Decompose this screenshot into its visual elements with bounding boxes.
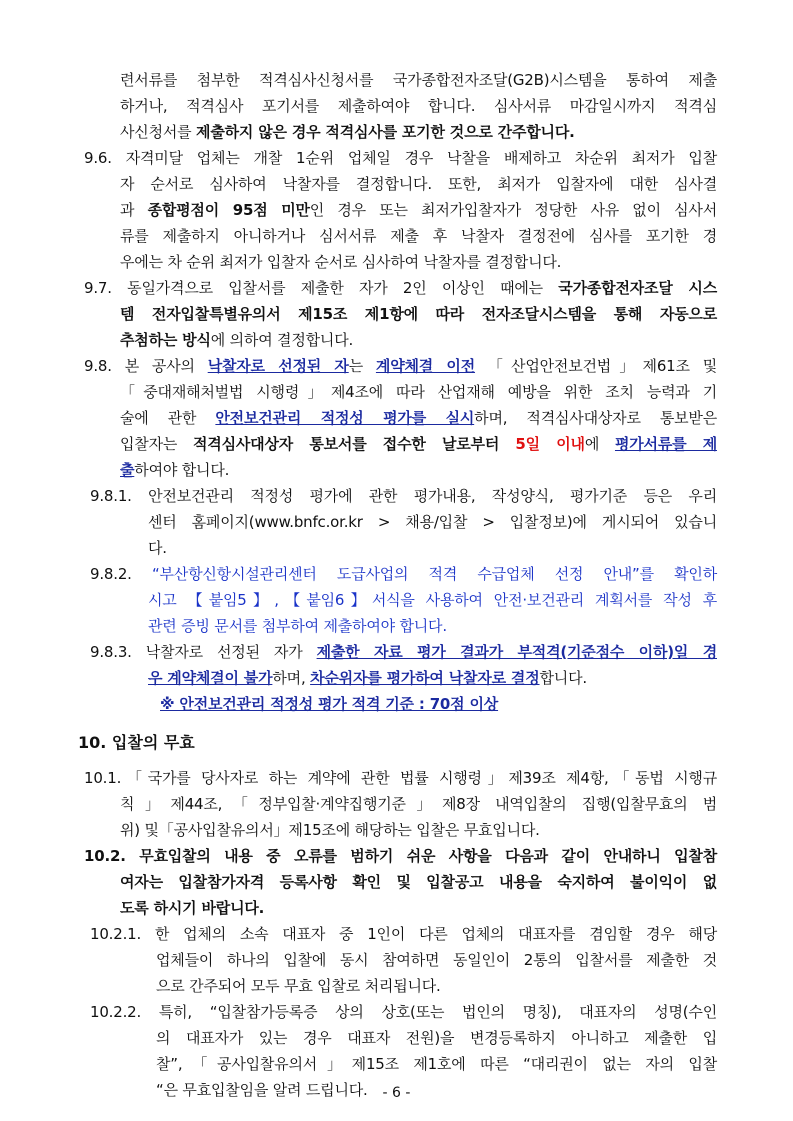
text-span: 합니다. — [539, 669, 587, 687]
text-line — [84, 356, 717, 376]
text-line — [120, 434, 717, 454]
text-line — [120, 70, 717, 90]
text-span: 자 순서로 심사하여 낙찰자를 결정합니다. 또한, 최저가 입찰자에 대한 심사결 — [120, 175, 717, 193]
text-line — [148, 668, 648, 688]
text-span: 에 — [584, 435, 615, 453]
text-line — [120, 226, 717, 246]
text-span: 종합평점이 95점 미만 — [147, 201, 310, 219]
text-span: 과 — [120, 201, 148, 219]
text-span: 10.2.2. 특히, “입찰참가등록증 상의 상호(또는 법인의 명칭), 대표자의 성명(수인 — [90, 1003, 717, 1021]
text-span: 의 대표자가 있는 경우 대표자 전원)을 변경등록하지 아니하고 제출한 입 — [156, 1029, 717, 1047]
text-span: 인 경우 또는 최저가입찰자가 정당한 사유 없이 심사서 — [309, 201, 718, 219]
text-line — [90, 924, 717, 944]
text-span: 9.6. 자격미달 업체는 개찰 1순위 업체일 경우 낙찰을 배제하고 차순위 최저가 입찰 — [84, 149, 717, 167]
text-span: 안전보건관리 적정성 평가를 실시 — [215, 409, 475, 427]
text-line — [156, 1028, 717, 1048]
text-span: 다. — [148, 539, 167, 557]
text-span: 류를 제출하지 아니하거나 심서서류 제출 후 낙찰자 결정전에 심사를 포기한 경 — [120, 227, 717, 245]
text-line — [90, 564, 717, 584]
text-span: 「중대재해처벌법 시행령」제4조에 따라 산업재해 예방을 위한 조치 능력과 기 — [120, 383, 717, 401]
text-span: 출 — [120, 461, 135, 479]
text-line — [120, 252, 680, 272]
text-line — [120, 872, 717, 892]
text-span: 술에 관한 — [120, 409, 216, 427]
text-span: 사신청서를 — [120, 123, 197, 141]
text-line — [148, 512, 717, 532]
text-line — [120, 820, 680, 840]
text-line — [120, 96, 717, 116]
text-line — [160, 694, 560, 714]
text-line — [120, 460, 260, 480]
text-line — [120, 408, 717, 428]
text-span: 적격심사대상자 통보서를 접수한 날로부터 — [193, 435, 516, 453]
text-line — [90, 1002, 717, 1022]
text-span: 하며, 적격심사대상자로 통보받은 — [474, 409, 718, 427]
text-span: 10.2.1. 한 업체의 소속 대표자 중 1인이 다른 업체의 대표자를 겸임할 경우 해당 — [90, 925, 717, 943]
text-line — [84, 148, 717, 168]
text-line — [120, 898, 320, 918]
text-line — [120, 304, 717, 324]
text-span: 도록 하시기 바랍니다. — [120, 899, 265, 917]
text-span: 9.8.2. — [90, 565, 152, 583]
text-span: 위) 및「공사입찰유의서」제15조에 해당하는 입찰은 무효입니다. — [120, 821, 540, 839]
text-span: 차순위자를 평가하여 낙찰자로 결정 — [310, 669, 540, 687]
text-line — [84, 278, 717, 298]
text-span: 9.8. 본 공사의 — [84, 357, 208, 375]
text-line — [156, 976, 486, 996]
text-span: 우에는 차 순위 최저가 입찰자 순서로 심사하여 낙찰자를 결정합니다. — [120, 253, 562, 271]
text-span: “은 무효입찰임을 알려 드립니다. — [156, 1081, 368, 1099]
text-line — [120, 794, 717, 814]
text-line — [120, 122, 650, 142]
text-span: 으로 간주되어 모두 무효 입찰로 처리됩니다. — [156, 977, 441, 995]
text-span: 우 계약체결이 불가 — [148, 669, 273, 687]
text-line — [120, 200, 717, 220]
text-line — [156, 1054, 717, 1074]
text-span: 9.7. 동일가격으로 입찰서를 제출한 자가 2인 이상인 때에는 — [84, 279, 559, 297]
text-span: 관련 증빙 문서를 첨부하여 제출하여야 합니다. — [148, 617, 447, 635]
text-line — [148, 538, 178, 558]
text-span: 여자는 입찰참가자격 등록사항 확인 및 입찰공고 내용을 숙지하여 불이익이 없 — [120, 873, 717, 891]
text-line — [84, 768, 717, 788]
text-span: 10.1.「국가를 당사자로 하는 계약에 관한 법률 시행령」제39조 제4항,「동법 시행규 — [84, 769, 717, 787]
text-span: “부산항신항시설관리센터 도급사업의 적격 수급업체 선정 안내”를 확인하 — [151, 565, 717, 583]
text-span: 템 전자입찰특별유의서 제15조 제1항에 따라 전자조달시스템을 통해 자동으로 — [120, 305, 717, 323]
text-line — [120, 330, 410, 350]
section-heading: 10. 입찰의 무효 — [78, 733, 195, 752]
text-line — [148, 616, 528, 636]
text-span: 센터 홈페이지(www.bnfc.or.kr > 채용/입찰 > 입찰정보)에 게시되어 있습니 — [148, 513, 717, 531]
text-span: 「산업안전보건법」제61조 및 — [475, 357, 717, 375]
text-span: 련서류를 첨부한 적격심사신청서를 국가종합전자조달(G2B)시스템을 통하여 제출 — [120, 71, 717, 89]
text-span: 하여야 합니다. — [134, 461, 230, 479]
text-span: 칙」제44조,「정부입찰·계약집행기준」제8장 내역입찰의 집행(입찰무효의 범 — [120, 795, 717, 813]
text-line — [84, 846, 717, 866]
text-span: 계약체결 이전 — [375, 357, 476, 375]
text-span: 입찰자는 — [120, 435, 194, 453]
text-span: 제출하지 않은 경우 적격심사를 포기한 것으로 간주합니다. — [196, 123, 575, 141]
text-span: 하며, — [272, 669, 311, 687]
text-line — [120, 382, 717, 402]
text-line — [148, 590, 717, 610]
text-span: 9.8.3. 낙찰자로 선정된 자가 — [90, 643, 317, 661]
text-line — [120, 174, 717, 194]
page-number: - 6 - — [382, 1085, 411, 1101]
text-span: 낙찰자로 선정된 자 — [207, 357, 349, 375]
text-line — [90, 642, 717, 662]
text-span: 찰”,「공사입찰유의서」제15조 제1호에 따른 “대리권이 없는 자의 입찰 — [156, 1055, 717, 1073]
text-span: 추첨하는 방식 — [120, 331, 211, 349]
text-line — [90, 486, 717, 506]
text-span: 는 — [348, 357, 376, 375]
text-span: 하거나, 적격심사 포기서를 제출하여야 합니다. 심사서류 마감일시까지 적격심 — [120, 97, 717, 115]
text-span: 10.2. 무효입찰의 내용 중 오류를 범하기 쉬운 사항을 다음과 같이 안내하니 입찰참 — [84, 847, 717, 865]
text-line — [156, 950, 717, 970]
text-span: 국가종합전자조달 시스 — [558, 279, 717, 297]
text-span: 시고 【붙임5】,【붙임6】서식을 사용하여 안전·보건관리 계획서를 작성 후 — [148, 591, 717, 609]
text-span: 9.8.1. 안전보건관리 적정성 평가에 관한 평가내용, 작성양식, 평가기준 등은 우리 — [90, 487, 717, 505]
text-span: 제출한 자료 평가 결과가 부적격(기준점수 이하)일 경 — [316, 643, 717, 661]
text-span: ※ 안전보건관리 적정성 평가 적격 기준 : 70점 이상 — [160, 695, 499, 713]
text-span: 에 의하여 결정합니다. — [210, 331, 354, 349]
text-span: 평가서류를 제 — [614, 435, 718, 453]
text-span: 5일 이내 — [515, 435, 585, 453]
text-span: 업체들이 하나의 입찰에 동시 참여하면 동일인이 2통의 입찰서를 제출한 것 — [156, 951, 717, 969]
